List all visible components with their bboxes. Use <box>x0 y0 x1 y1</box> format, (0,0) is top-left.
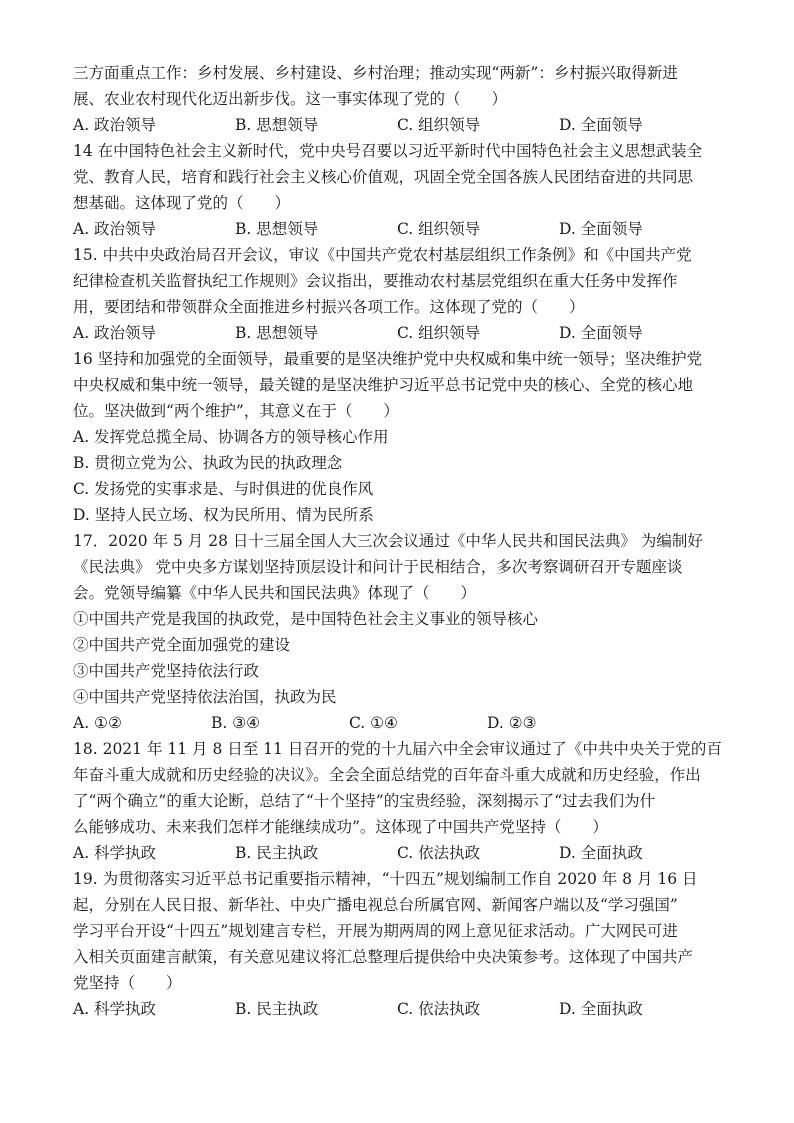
answer-option: D. ②③ <box>487 714 537 732</box>
answer-option: B. 思想领导 <box>235 324 319 342</box>
answer-option: A. 科学执政 <box>73 844 157 862</box>
answer-options-row <box>73 112 723 138</box>
answer-options-row <box>73 320 723 346</box>
answer-option: D. 全面领导 <box>559 220 643 238</box>
question-text-line: 14 在中国特色社会主义新时代，党中央号召要以习近平新时代中国特色社会主义思想武装全 <box>73 142 703 160</box>
question-text-line: 纪律检查机关监督执纪工作规则》会议指出，要推动农村基层党组织在重大任务中发挥作 <box>73 272 678 290</box>
answer-option: D. 全面执政 <box>559 1000 643 1018</box>
question-text-line: 会。党领导编纂《中华人民共和国民法典》体现了（ ） <box>73 584 477 602</box>
choice-item: ①中国共产党是我国的执政党，是中国特色社会主义事业的领导核心 <box>73 610 539 628</box>
choice-item: ③中国共产党坚持依法行政 <box>73 662 260 680</box>
answer-option: B. 思想领导 <box>235 220 319 238</box>
question-text-line: 16 坚持和加强党的全面领导，最重要的是坚决维护党中央权威和集中统一领导；坚决维护党 <box>73 350 703 368</box>
answer-option: D. 全面领导 <box>559 324 643 342</box>
question-text-line: 么能够成功、未来我们怎样才能继续成功”。这体现了中国共产党坚持（ ） <box>73 818 608 836</box>
answer-options-row <box>73 710 723 736</box>
question-list <box>73 60 723 1022</box>
answer-option: A. 科学执政 <box>73 1000 157 1018</box>
question-text-line: 《民法典》 党中央多方谋划坚持顶层设计和问计于民相结合，多次考察调研召开专题座谈 <box>73 558 683 576</box>
answer-option: B. 思想领导 <box>235 116 319 134</box>
question-text-line: 位。坚决做到“两个维护”，其意义在于（ ） <box>73 402 399 420</box>
answer-option: C. 依法执政 <box>397 844 481 862</box>
question-block <box>73 736 723 866</box>
answer-option: A. 政治领导 <box>73 220 157 238</box>
answer-options-row <box>73 996 723 1022</box>
question-block <box>73 138 723 242</box>
question-text-line: 年奋斗重大成就和历史经验的决议》。全会全面总结党的百年奋斗重大成就和历史经验，作出 <box>73 766 701 784</box>
question-block <box>73 346 723 528</box>
question-block <box>73 528 723 736</box>
question-text-line: 15. 中共中央政治局召开会议，审议《中国共产党农村基层组织工作条例》和《中国共产党 <box>73 246 692 264</box>
choice-item: ②中国共产党全面加强党的建设 <box>73 636 291 654</box>
question-text-line: 中央权威和集中统一领导，最关键的是坚决维护习近平总书记党中央的核心、全党的核心地 <box>73 376 694 394</box>
question-text-line: 18. 2021 年 11 月 8 日至 11 日召开的党的十九届六中全会审议通过了《中共中央关于党的百 <box>73 740 722 758</box>
question-block <box>73 60 723 138</box>
question-text-line: 19. 为贯彻落实习近平总书记重要指示精神，“十四五”规划编制工作自 2020 年 8 月 16 日 <box>73 870 698 888</box>
choice-item: ④中国共产党坚持依法治国，执政为民 <box>73 688 337 706</box>
question-text-line: 学习平台开设“十四五”规划建言专栏，开展为期两周的网上意见征求活动。广大网民可进 <box>73 922 678 940</box>
question-text-line: 党坚持（ ） <box>73 974 182 992</box>
question-text-line: 三方面重点工作：乡村发展、乡村建设、乡村治理；推动实现“两新”：乡村振兴取得新进 <box>73 64 678 82</box>
question-block <box>73 866 723 1022</box>
answer-option: D. 全面执政 <box>559 844 643 862</box>
choice-item: D. 坚持人民立场、权为民所用、情为民所系 <box>73 506 374 524</box>
answer-options-row <box>73 216 723 242</box>
question-text-line: 展、农业农村现代化迈出新步伐。这一事实体现了党的（ ） <box>73 90 508 108</box>
answer-option: B. 民主执政 <box>235 844 319 862</box>
answer-option: B. ③④ <box>211 714 261 732</box>
question-block <box>73 242 723 346</box>
answer-option: B. 民主执政 <box>235 1000 319 1018</box>
choice-item: B. 贯彻立党为公、执政为民的执政理念 <box>73 454 343 472</box>
answer-option: C. 组织领导 <box>397 324 481 342</box>
answer-option: C. 依法执政 <box>397 1000 481 1018</box>
question-text-line: 党、教育人民，培育和践行社会主义核心价值观，巩固全党全国各族人民团结奋进的共同思 <box>73 168 694 186</box>
question-text-line: 入相关页面建言献策，有关意见建议将汇总整理后提供给中央决策参考。这体现了中国共产 <box>73 948 694 966</box>
question-text-line: 了“两个确立”的重大论断，总结了“十个坚持”的宝贵经验，深刻揭示了“过去我们为什 <box>73 792 656 810</box>
question-text-line: 起，分别在人民日报、新华社、中央广播电视总台所属官网、新闻客户端以及“学习强国” <box>73 896 678 914</box>
answer-options-row <box>73 840 723 866</box>
answer-option: C. 组织领导 <box>397 116 481 134</box>
answer-option: A. ①② <box>73 714 122 732</box>
answer-option: D. 全面领导 <box>559 116 643 134</box>
question-text-line: 想基础。这体现了党的（ ） <box>73 194 291 212</box>
question-text-line: 用，要团结和带领群众全面推进乡村振兴各项工作。这体现了党的（ ） <box>73 298 585 316</box>
question-text-line: 17．2020 年 5 月 28 日十三届全国人大三次会议通过《中华人民共和国民法典》 为编制好 <box>73 532 703 550</box>
answer-option: C. 组织领导 <box>397 220 481 238</box>
answer-option: C. ①④ <box>349 714 398 732</box>
answer-option: A. 政治领导 <box>73 116 157 134</box>
exam-page <box>73 60 723 1022</box>
answer-option: A. 政治领导 <box>73 324 157 342</box>
choice-item: A. 发挥党总揽全局、协调各方的领导核心作用 <box>73 428 389 446</box>
choice-item: C. 发扬党的实事求是、与时俱进的优良作风 <box>73 480 374 498</box>
